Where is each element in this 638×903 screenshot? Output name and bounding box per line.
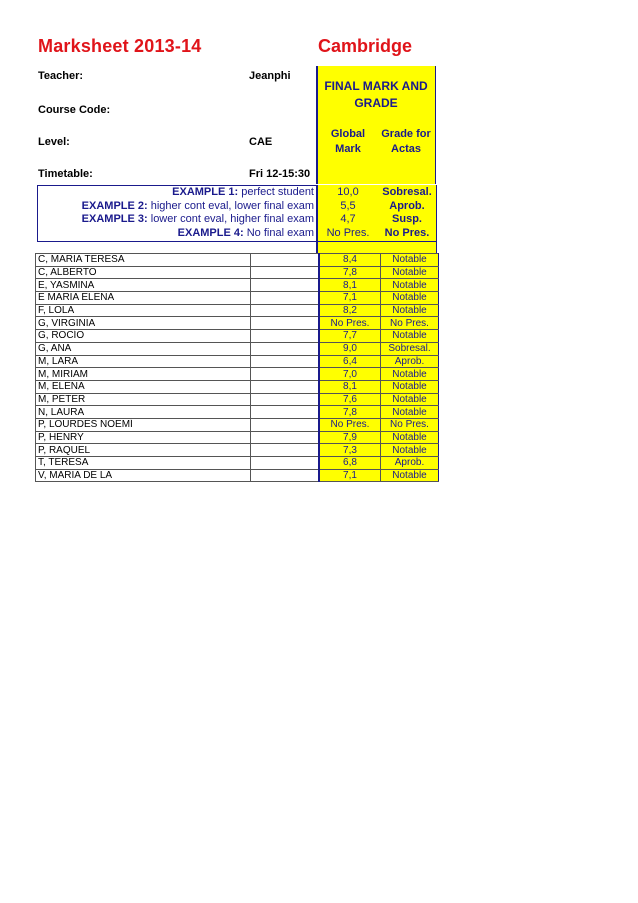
table-row [36, 431, 439, 444]
final-mark-title: FINAL MARK AND GRADE [324, 79, 428, 110]
table-row [36, 292, 439, 305]
student-name[interactable]: G, ROCÍO [36, 330, 251, 343]
global-mark-cell[interactable]: 7,3 [319, 444, 381, 457]
blank-cell[interactable] [251, 368, 320, 381]
student-name[interactable]: E MARIA ELENA [36, 292, 251, 305]
student-name[interactable]: G, VIRGINIA [36, 317, 251, 330]
table-row [36, 368, 439, 381]
global-mark-cell[interactable]: 6,8 [319, 457, 381, 470]
global-mark-cell[interactable]: 7,1 [319, 469, 381, 482]
global-mark-cell[interactable]: 7,1 [319, 292, 381, 305]
example-grade: Susp. [392, 213, 422, 225]
example-desc: perfect student [241, 186, 314, 198]
grade-cell[interactable]: No Pres. [381, 317, 439, 330]
table-row [36, 444, 439, 457]
blank-cell[interactable] [251, 380, 320, 393]
example-desc: lower cont eval, higher final exam [150, 213, 314, 225]
global-mark-cell[interactable]: 8,1 [319, 380, 381, 393]
example-grade: No Pres. [384, 226, 430, 239]
example-description [38, 227, 316, 240]
global-mark-cell[interactable]: 8,4 [319, 254, 381, 267]
table-row [36, 279, 439, 292]
grade-cell[interactable]: Notable [381, 304, 439, 317]
student-name[interactable]: E, YASMINA [36, 279, 251, 292]
student-name[interactable]: T, TERESA [36, 457, 251, 470]
table-row [36, 457, 439, 470]
blank-cell[interactable] [251, 355, 320, 368]
blank-cell[interactable] [251, 342, 320, 355]
grade-cell[interactable]: Aprob. [381, 355, 439, 368]
blank-cell[interactable] [251, 304, 320, 317]
grade-cell[interactable]: Notable [381, 380, 439, 393]
blank-cell[interactable] [251, 279, 320, 292]
blank-cell[interactable] [251, 317, 320, 330]
grade-cell[interactable]: Sobresal. [381, 342, 439, 355]
global-mark-cell[interactable]: 7,9 [319, 431, 381, 444]
example-label: EXAMPLE 2: [81, 199, 148, 212]
teacher-label: Teacher: [38, 70, 84, 82]
grade-cell[interactable]: Notable [381, 292, 439, 305]
student-name[interactable]: V, MARIA DE LA [36, 469, 251, 482]
student-name[interactable]: N, LAURA [36, 406, 251, 419]
grade-actas-header: Grade for Actas [381, 128, 431, 155]
student-name[interactable]: P, LOURDES NOEMÍ [36, 418, 251, 431]
student-name[interactable]: G, ANA [36, 342, 251, 355]
table-row [36, 355, 439, 368]
grade-cell[interactable]: Notable [381, 254, 439, 267]
global-mark-cell[interactable]: 7,8 [319, 266, 381, 279]
global-mark-cell[interactable]: 6,4 [319, 355, 381, 368]
student-name[interactable]: M, LARA [36, 355, 251, 368]
table-row [36, 393, 439, 406]
table-row [36, 380, 439, 393]
example-desc: No final exam [246, 226, 314, 239]
table-row [36, 266, 439, 279]
student-name[interactable]: P, HENRY [36, 431, 251, 444]
level-label: Level: [38, 136, 70, 148]
blank-cell[interactable] [251, 266, 320, 279]
grade-cell[interactable]: Notable [381, 279, 439, 292]
global-mark-cell[interactable]: 7,6 [319, 393, 381, 406]
example-label: EXAMPLE 3: [81, 213, 148, 225]
table-row [36, 469, 439, 482]
blank-cell[interactable] [251, 254, 320, 267]
example-mark: 4,7 [340, 213, 356, 225]
global-mark-cell[interactable]: 8,2 [319, 304, 381, 317]
blank-cell[interactable] [251, 431, 320, 444]
example-description [38, 200, 316, 213]
grade-cell[interactable]: Notable [381, 393, 439, 406]
example-description [38, 186, 316, 199]
example-label: EXAMPLE 1: [172, 186, 239, 198]
global-mark-cell[interactable]: No Pres. [319, 418, 381, 431]
student-name[interactable]: F, LOLA [36, 304, 251, 317]
table-row [36, 304, 439, 317]
grade-cell[interactable]: Notable [381, 368, 439, 381]
grade-cell[interactable]: Notable [381, 330, 439, 343]
blank-cell[interactable] [251, 406, 320, 419]
grade-cell[interactable]: Notable [381, 444, 439, 457]
student-name[interactable]: C, MARIA TERESA [36, 254, 251, 267]
blank-cell[interactable] [251, 444, 320, 457]
blank-cell[interactable] [251, 393, 320, 406]
timetable-label: Timetable: [38, 168, 93, 180]
student-name[interactable]: P, RAQUEL [36, 444, 251, 457]
timetable-value: Fri 12-15:30 [249, 168, 311, 180]
student-name[interactable]: M, PETER [36, 393, 251, 406]
grade-cell[interactable]: Notable [381, 266, 439, 279]
student-name[interactable]: C, ALBERTO [36, 266, 251, 279]
level-value: CAE [249, 136, 273, 148]
example-mark: 5,5 [340, 199, 356, 212]
grade-cell[interactable]: No Pres. [381, 418, 439, 431]
grade-cell[interactable]: Notable [381, 469, 439, 482]
example-label: EXAMPLE 4: [177, 226, 244, 239]
blank-cell[interactable] [251, 457, 320, 470]
global-mark-cell[interactable]: 9,0 [319, 342, 381, 355]
table-row [36, 418, 439, 431]
example-mark: No Pres. [326, 226, 370, 239]
blank-cell[interactable] [251, 330, 320, 343]
global-mark-cell[interactable]: 7,0 [319, 368, 381, 381]
blank-cell[interactable] [251, 418, 320, 431]
sheet-title: Marksheet 2013-14 [38, 36, 202, 56]
global-mark-header: Global Mark [330, 128, 366, 155]
example-desc: higher cont eval, lower final exam [150, 199, 314, 212]
teacher-value: Jeanphi [249, 70, 291, 82]
global-mark-cell[interactable]: 7,7 [319, 330, 381, 343]
global-mark-cell[interactable]: 8,1 [319, 279, 381, 292]
table-row [36, 330, 439, 343]
example-grade: Aprob. [389, 199, 425, 212]
table-row [36, 342, 439, 355]
separator-row [316, 242, 437, 253]
global-mark-cell[interactable]: No Pres. [319, 317, 381, 330]
grade-cell[interactable]: Aprob. [381, 457, 439, 470]
table-row [36, 406, 439, 419]
blank-cell[interactable] [251, 292, 320, 305]
school-name: Cambridge [318, 36, 413, 56]
student-name[interactable]: M, MIRIAM [36, 368, 251, 381]
table-row [36, 254, 439, 267]
student-name[interactable]: M, ELENA [36, 380, 251, 393]
example-mark: 10,0 [337, 186, 359, 198]
blank-cell[interactable] [251, 469, 320, 482]
grade-cell[interactable]: Notable [381, 406, 439, 419]
global-mark-cell[interactable]: 7,8 [319, 406, 381, 419]
student-table [35, 253, 439, 482]
example-grade: Sobresal. [382, 186, 432, 198]
grade-cell[interactable]: Notable [381, 431, 439, 444]
example-description [38, 213, 316, 226]
course-code-label: Course Code: [38, 104, 111, 116]
table-row [36, 317, 439, 330]
